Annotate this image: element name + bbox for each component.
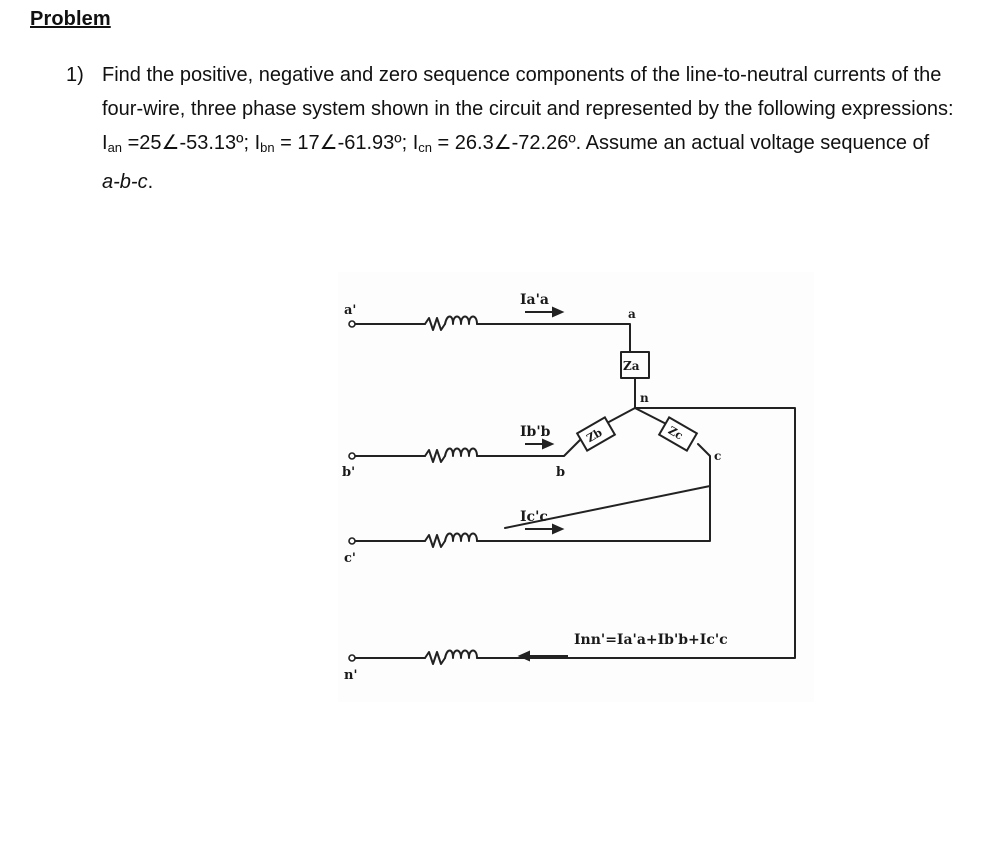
current-bn-value: = 17∠-61.93º; I: [274, 132, 419, 154]
impedance-za-label: Za: [623, 359, 640, 373]
subscript-an: an: [107, 140, 123, 155]
subscript-bn: bn: [260, 140, 275, 155]
node-c-label: c: [714, 449, 722, 463]
terminal-b-label: b': [342, 465, 356, 480]
current-in-label: Inn'=Ia'a+Ib'b+Ic'c: [574, 632, 728, 648]
terminal-b-circle: [349, 453, 355, 459]
terminal-n-label: n': [344, 668, 358, 683]
circuit-svg: [330, 266, 820, 706]
problem-heading: Problem: [30, 8, 111, 30]
current-an-value: =25∠-53.13º; I: [122, 132, 261, 154]
problem-number: 1): [66, 64, 84, 86]
terminal-c-circle: [349, 538, 355, 544]
statement-end: .: [147, 171, 154, 193]
node-a-label: a: [628, 307, 636, 321]
voltage-sequence: a-b-c: [102, 171, 148, 193]
circuit-diagram: [330, 266, 820, 706]
current-ic-label: Ic'c: [520, 509, 548, 525]
terminal-c-label: c': [344, 551, 356, 566]
subscript-cn: cn: [418, 140, 432, 155]
statement-text: Find the positive, negative and zero sequence components of the line-to-neutral currents of the four-wire, three phase system shown in the circuit and represented by the following expressions: I: [102, 64, 954, 154]
terminal-a-circle: [349, 321, 355, 327]
node-b-label: b: [556, 465, 566, 480]
impedance-zb-label: Zb: [584, 425, 605, 446]
current-ib-label: Ib'b: [520, 424, 551, 440]
current-ia-label: Ia'a: [520, 292, 549, 308]
terminal-a-label: a': [344, 303, 357, 318]
current-cn-value: = 26.3∠-72.26º. Assume an actual voltage sequence of: [432, 132, 930, 154]
problem-statement: [102, 58, 972, 199]
node-n-label: n: [640, 391, 649, 405]
impedance-zc-label: Zc: [665, 423, 686, 443]
terminal-n-circle: [349, 655, 355, 661]
